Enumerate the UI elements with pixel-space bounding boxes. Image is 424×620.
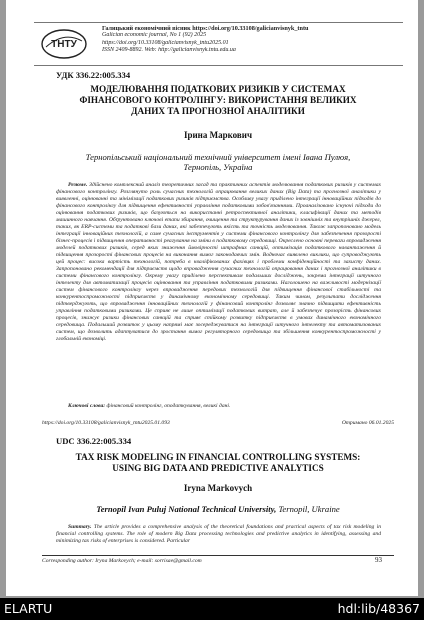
- handle-label: hdl:lib/48367: [337, 601, 420, 616]
- bottom-bar: [0, 598, 424, 620]
- journal-header: [34, 22, 403, 66]
- title-en: [58, 452, 378, 474]
- journal-title-uk: Галицький економічний вісник https://doi.org/10.33108/galicianvisnyk_tntu: [102, 25, 309, 32]
- abstract-uk-label: Резюме.: [68, 182, 88, 188]
- abstract-uk-text: Здійснено комплексний аналіз теоретичних засад та практичних аспектів моделювання податкових ризиків у системах фінансового контролінгу. Розглянуто роль сучасних технологій опрацювання великих даних (Big Data) та прогнозної аналітики у виявленні, оцінюванні та мінімізації податкових ризиків підприємства. Особливу увагу приділено інтеграції інноваційних підходів до фінансового контролінгу для підвищення ефективності управління податковими зобов'язаннями. Проаналізовано існуючі підходи до оцінювання податкових ризиків, що базуються на використанні ретроспективної аналітики, класифікації даних та методів машинного навчання. Обґрунтовано ключові етапи збирання, очищення та структурування даних із зовнішніх та внутрішніх джерел, таких, як ERP-системи та податкові бази даних, які забезпечують якість та точність моделювання. Також запропоновано модель інтеграції інноваційних технологій, а саме сучасних інструментів у системи фінансового контролінгу для забезпечення прозорості бізнес-процесів і підвищення оперативності реагування на зміни в податковому середовищі. Окреслено основні переваги впровадження моделей податкових ризиків, серед яких зниження ймовірності штрафних санкцій, оптимізація податкового навантаження й підвищення прозорості фінансових процесів на виконання вимог законодавчих змін. Водночас виявлено виклики, що супроводжують цей процес: висока вартість технологій, потреба в кваліфікованих фахівцях і проблеми конфіденційності та захисту даних. Запропоновано рекомендації для підприємств щодо впровадження сучасних технологій опрацювання даних і прогнозної аналітики в системи фінансового контролінгу. Окрему увагу приділено перспективам подальших досліджень, зокрема інтеграції штучного інтелекту для автоматизації процесів оцінювання та управління податковими ризиками. Наголошено на важливості модернізації систем фінансового контролінгу через впровадження передових технологій для підвищення фінансової стабільності та конкурентоспроможності підприємств у динамічному економічному середовищі. Таким чином, результати дослідження підтверджують, що впровадження інноваційних технологій у фінансовий контролінг дозволяє значно підвищити ефективність управління податковими ризиками. Це сприяє не лише оптимізації податкових витрат, але й забезпечує прозорість фінансових процесів, знижує ризики фінансових санкцій та сприяє стійкому розвитку підприємств в умовах динамічного економічного середовища. Подальший розвиток у цьому напрямі має зосереджуватися на інтеграції штучного інтелекту та автоматизованих систем, що дозволить адаптуватися до зростання вимог регуляторного середовища та збільшення конкурентоспроможності у глобальній економіці.: [56, 182, 381, 343]
- title-uk-line: МОДЕЛЮВАННЯ ПОДАТКОВИХ РИЗИКІВ У СИСТЕМАХ: [90, 84, 346, 94]
- title-en-line: TAX RISK MODELING IN FINANCIAL CONTROLLING SYSTEMS:: [75, 452, 361, 462]
- journal-logo: [40, 27, 88, 60]
- affiliation-en-bold: Ternopil Ivan Puluj National Technical University,: [96, 504, 277, 514]
- affiliation-uk: [58, 152, 378, 173]
- footnote-divider: [42, 555, 394, 556]
- summary-en-label: Summary.: [68, 524, 92, 530]
- logo-text: ТНТУ: [51, 39, 77, 50]
- summary-en-text: The article provides a comprehensive analysis of the theoretical foundations and practical aspects of tax risk modeling in financial controlling systems. The role of modern Big Data processing technologies and predictive analytics in identifying, assessing and minimizing tax risks of enterprises is considered. Particular: [56, 524, 381, 545]
- article-doi-link[interactable]: https://doi.org/10.33108/galicianvisnyk_tntu2025.01.093: [42, 420, 170, 426]
- udc-uk: УДК 336.22:005.334: [56, 70, 131, 80]
- paper-page: [6, 0, 418, 596]
- journal-title-en: Galician economic journal, No 1 (92) 2025: [102, 32, 207, 39]
- title-uk-line: ФІНАНСОВОГО КОНТРОЛІНГУ: ВИКОРИСТАННЯ ВЕЛИКИХ: [79, 95, 357, 105]
- repository-label: ELARTU: [4, 601, 53, 616]
- affiliation-en: [58, 504, 378, 514]
- received-date: Отримано 06.01.2025: [341, 420, 394, 426]
- udc-en: UDC 336.22:005.334: [56, 436, 132, 446]
- affiliation-uk-line1: Тернопільський національний технічний університет імені Івана Пулюя,: [85, 152, 351, 162]
- affiliation-en-rest: Ternopil, Ukraine: [278, 504, 340, 514]
- title-uk-line: ДАНИХ ТА ПРОГНОЗНОЇ АНАЛІТИКИ: [131, 106, 305, 116]
- author-uk: Ірина Маркович: [183, 130, 253, 140]
- article-doi-row: [42, 420, 394, 426]
- abstract-uk: [56, 182, 381, 343]
- affiliation-uk-line2: Тернопіль, Україна: [183, 162, 253, 173]
- keywords-uk: [56, 403, 381, 409]
- title-en-line: USING BIG DATA AND PREDICTIVE ANALYTICS: [112, 463, 324, 473]
- corresponding-author: Corresponding author: Iryna Markovych; e-mail: sorrisae@gmail.com: [42, 558, 202, 564]
- page-number: 93: [375, 556, 382, 564]
- summary-en: [56, 524, 381, 545]
- author-en: Iryna Markovych: [183, 483, 253, 493]
- keywords-uk-label: Ключові слова:: [68, 403, 106, 409]
- title-uk: [58, 84, 378, 117]
- journal-doi[interactable]: https://doi.org/10.33108/galicianvisnyk_tntu2025.01: [102, 39, 229, 46]
- journal-issn: ISSN 2409-8892. Web: http://galicianvisnyk.tntu.edu.ua: [102, 47, 236, 54]
- keywords-uk-text: фінансовий контролінг, оподаткування, великі дані.: [106, 403, 231, 409]
